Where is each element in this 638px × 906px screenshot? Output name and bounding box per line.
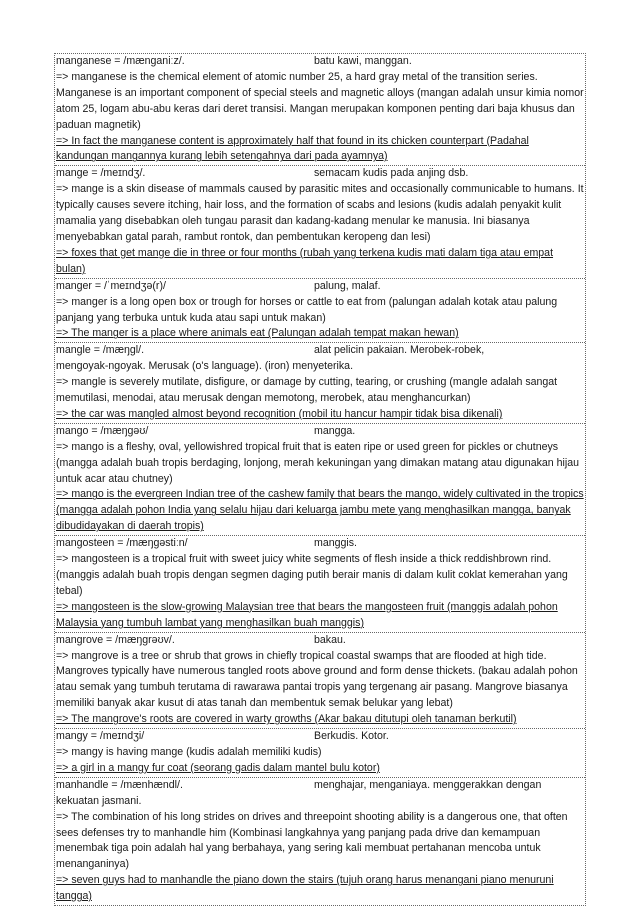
- entry-head: [56, 279, 584, 295]
- definition-line: mengoyak-ngoyak. Merusak (o's language). (iron) menyeterika.: [56, 360, 354, 373]
- entry-mango: [55, 423, 585, 535]
- example-line: => The mangrove's roots are covered in warty growths (Akar bakau ditutupi oleh tanaman berkutil): [56, 713, 517, 726]
- entry-manganese: [55, 54, 585, 165]
- example-line: => the car was mangled almost beyond recognition (mobil itu hancur hampir tidak bisa dikenali): [56, 407, 503, 420]
- entry-head: [56, 54, 584, 70]
- entry-head: [56, 633, 584, 649]
- entry-head: [56, 166, 584, 182]
- entry-mange: [55, 165, 585, 277]
- entry-mangosteen: [55, 535, 585, 631]
- example-line: => mangosteen is a tropical fruit with sweet juicy white segments of flesh inside a thick reddishbrown rind. (manggis adalah buah tropis dengan segmen daging putih berair manis di dalam kulit coklat kemerahan yang tebal): [56, 553, 568, 597]
- entry-mangle: [55, 342, 585, 423]
- translation: alat pelicin pakaian. Merobek-robek,: [314, 344, 485, 357]
- headword: mangy = /meɪndʒi/: [56, 730, 145, 743]
- entry-mangrove: [55, 632, 585, 728]
- example-line: => mango is the evergreen Indian tree of the cashew family that bears the mango, widely cultivated in the tropics (mangga adalah pohon India yang selalu hijau dari keluarga jambu mete yang menghasilkan mangga, banyak dibudidayakan di daerah tropis): [56, 488, 584, 533]
- headword: mangosteen = /mæŋɡəstiːn/: [56, 537, 188, 550]
- translation: Berkudis. Kotor.: [314, 730, 389, 743]
- example-line: => seven guys had to manhandle the piano down the stairs (tujuh orang harus menangani piano menuruni tangga): [56, 874, 554, 903]
- example-line: => foxes that get mange die in three or four months (rubah yang terkena kudis mati dalam tiga atau empat bulan): [56, 246, 554, 275]
- headword: mangrove = /mæŋɡrəʊv/.: [56, 633, 175, 646]
- headword: manger = /ˈmeɪndʒə(r)/: [56, 279, 166, 292]
- example-line: => a girl in a mangy fur coat (seorang gadis dalam mantel bulu kotor): [56, 761, 380, 774]
- entry-head: [56, 729, 584, 745]
- translation: bakau.: [314, 633, 346, 646]
- example-line: => manger is a long open box or trough for horses or cattle to eat from (palungan adalah kotak atau palung panjang yang terbuka untuk kuda atau sapi untuk makan): [56, 295, 558, 324]
- translation: batu kawi, manggan.: [314, 55, 412, 67]
- translation: semacam kudis pada anjing dsb.: [314, 167, 469, 180]
- headword: manhandle = /mænhændl/.: [56, 778, 183, 791]
- entry-manger: [55, 278, 585, 343]
- translation: mangga.: [314, 424, 356, 437]
- example-line: => mangosteen is the slow-growing Malaysian tree that bears the mangosteen fruit (manggis adalah pohon Malaysia yang tumbuh lambat yang menghasilkan buah manggis): [56, 600, 558, 629]
- headword: mangle = /mæŋɡl/.: [56, 344, 145, 357]
- example-line: => manganese is the chemical element of atomic number 25, a hard gray metal of the transition series.: [56, 70, 538, 83]
- example-line: => mange is a skin disease of mammals caused by parasitic mites and occasionally communicable to humans. It typically causes severe itching, hair loss, and the formation of scabs and lesions (kudis adalah penyakit kulit mamalia yang disebabkan oleh tungau parasit dan kadang-kadang menular ke manusia. Ini biasanya menyebabkan gatal parah, rambut rontok, dan pembentukan keropeng dan lesi): [56, 183, 584, 243]
- example-line: => mango is a fleshy, oval, yellowishred tropical fruit that is eaten ripe or used green for pickles or chutneys (mangga adalah buah tropis berdaging, lonjong, merah kekuningan yang dimakan matang atau digunakan hijau untuk acar atau chutney): [56, 440, 579, 485]
- definition-line: Manganese is an important component of special steels and magnetic alloys (mangan adalah unsur kimia nomor atom 25, logam abu-abu keras dari deret transisi. Mangan merupakan komponen penting dari baja khusus dan paduan magnetik): [56, 86, 584, 131]
- headword: mango = /mæŋɡəʊ/: [56, 424, 149, 437]
- translation: manggis.: [314, 537, 357, 550]
- definition-line: kekuatan jasmani.: [56, 794, 142, 807]
- entry-mangy: [55, 728, 585, 777]
- example-line: => The manger is a place where animals eat (Palungan adalah tempat makan hewan): [56, 327, 459, 340]
- dictionary-table: [54, 53, 586, 906]
- entry-head: [56, 536, 584, 552]
- example-line: => mangy is having mange (kudis adalah memiliki kudis): [56, 745, 322, 758]
- example-line: => mangle is severely mutilate, disfigure, or damage by cutting, tearing, or crushing (mangle adalah sangat memutilasi, menodai, atau merusak dengan memotong, merobek, atau menghancurkan): [56, 376, 558, 405]
- entry-head: [56, 424, 584, 440]
- headword: mange = /meɪndʒ/.: [56, 167, 146, 180]
- headword: manganese = /mænɡaniːz/.: [56, 55, 185, 67]
- translation: menghajar, menganiaya. menggerakkan dengan: [314, 778, 542, 791]
- example-line: => In fact the manganese content is approximately half that found in its chicken counterpart (Padahal kandungan mangannya kurang lebih setengahnya dari pada ayamnya): [56, 134, 529, 163]
- example-line: => mangrove is a tree or shrub that grows in chiefly tropical coastal swamps that are flooded at high tide. Mangroves typically have numerous tangled roots above ground and form dense thickets. (bakau adalah pohon atau semak yang tumbuh terutama di rawarawa pantai tropis yang tergenang air pasang. Mangrove biasanya memiliki banyak akar kusut di atas tanah dan membentuk semak belukar yang lebat): [56, 649, 578, 710]
- translation: palung, malaf.: [314, 279, 381, 292]
- example-line: => The combination of his long strides on drives and threepoint shooting ability is a dangerous one, that often sees defenses try to manhandle him (Kombinasi langkahnya yang panjang pada drive dan kemampuan menembak tiga poin adalah hal yang berbahaya, yang sering kali membuat pertahanan mencoba untuk menanganinya): [56, 810, 568, 871]
- entry-manhandle: [55, 777, 585, 905]
- entry-head: [56, 778, 584, 794]
- entry-head: [56, 343, 584, 359]
